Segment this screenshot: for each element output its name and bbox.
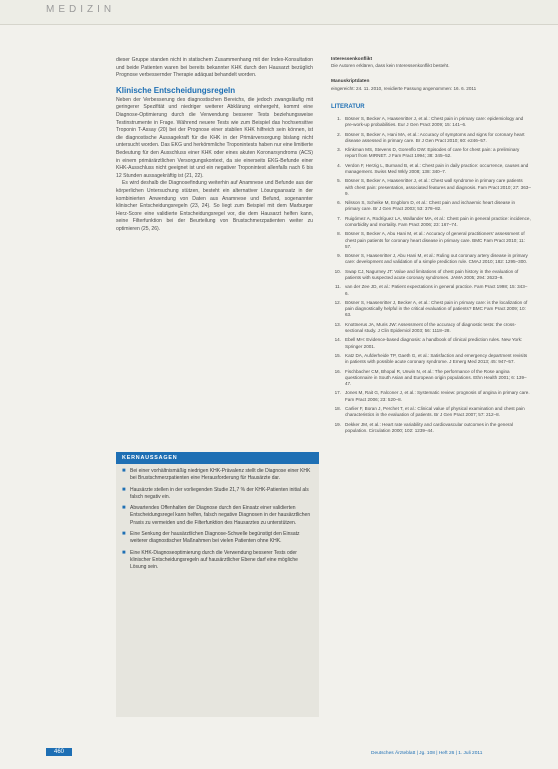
reference-item: 18. Carlier F, Boran J, Perchet T, et al.: Clinical value of physical examination and chest pain characteristics in the evaluation of patients. Br J Gen Pract 2007; 57: 212–8. <box>334 405 525 418</box>
bullet-square-icon: ■ <box>122 486 126 493</box>
key-messages-heading: KERNAUSSAGEN <box>116 452 319 464</box>
reference-item: 14. Ebell MH: Evidence-based diagnosis: a handbook of clinical prediction rules. New York: Springer 2001. <box>334 337 523 349</box>
reference-item: 10. Swap CJ, Nagurney JT: Value and limitations of chest pain history in the evaluation of patients with suspected acute coronary syndromes. JAMA 2005; 294: 2623–9. <box>334 268 519 280</box>
paragraph-3: Es wird deshalb die Diagnosefindung weiterhin auf Anamnese und Befunde aus der körperlichen Untersuchung stützen, besteht ein alternativer Lösungsansatz in der kombinierten Anwendung von Daten aus Anamnese und Befund, sogenannter klinischer Entscheidungsregeln (23, 24). So liegt zum Beispiel mit dem Marburger Herz-Score eine validierte Entscheidungsregel vor, die dem Hausarzt helfen kann, seine Filterfunktion bei der Beurteilung von Brustschmerzpatienten weiter zu optimieren (25, 26). <box>116 180 313 232</box>
reference-item: 15. Katz DA, Aufderheide TP, Gaeth G, et al.: Satisfaction and emergency department revisits in patients with possible acute coronary syndrome. J Emerg Med 2013; 45: 947–57. <box>334 352 528 365</box>
key-message-item: ■ Bei einer vorhältnismäßig niedrigen KHK-Prävalenz stellt die Diagnose einer KHK bei Brustschmerzpatienten eine Herausforderung für Hausärzte dar. <box>122 468 311 482</box>
interest-label: Interessenkonflikt <box>331 57 373 62</box>
reference-item: 3. Klinkman MS, Stevens D, Gorenflo DW: Episodes of care for chest pain: a preliminary report from MIRNET. J Fam Pract 1994; 38: 345–52. <box>337 147 520 159</box>
header-band <box>0 0 558 25</box>
reference-item: 13. Knottnerus JA, Muris JW: Assessment of the accuracy of diagnostic tests: the cross-sectional study. J Clin Epidemiol 2003; 56: 1118–28. <box>334 321 516 333</box>
bullet-square-icon: ■ <box>122 505 126 512</box>
paragraph-1: dieser Gruppe standen nicht in statischem Zusammenhang mit der Index-Konsultation und beide Patienten waren bei bereits bekannter KHK durch den Hausarzt bezüglich Prognose verbessernder Therapie adäquat behandelt worden. <box>116 57 313 79</box>
key-message-item: ■ Eine Senkung der hausärztlichen Diagnose-Schwelle begünstigt den Einsatz weiterer diagnostischer Maßnahmen bei vielen Patienten ohne KHK. <box>122 531 300 545</box>
interest-text: Die Autoren erklären, dass kein Interessenkonflikt besteht. <box>331 63 450 69</box>
left-column <box>116 57 313 233</box>
manuscript-text: eingereicht: 24. 11. 2010, revidierte Fassung angenommen: 16. 6. 2011 <box>331 85 477 91</box>
key-message-item: ■ Abwartendes Offenhalten der Diagnose durch den Einsatz einer validierten Entscheidungsregel kann helfen, falsch negative Diagnosen in der hausärztlichen Praxis zu vermeiden und die Filterfunktion des Hausarztes zu unterstützen. <box>122 505 311 526</box>
key-messages-box <box>116 452 319 717</box>
bullet-square-icon: ■ <box>122 531 126 538</box>
reference-item: 6. Nilsson S, Scheike M, Engblom D, et al.: Chest pain and ischaemic heart disease in primary care. Br J Gen Pract 2003; 53: 378–82. <box>337 200 516 212</box>
rules-heading: Klinische Entscheidungsregeln <box>116 85 236 95</box>
section-title: MEDIZIN <box>46 4 116 15</box>
reference-item: 17. Jones M, Rait G, Falconer J, et al.: Systematic review: prognosis of angina in primary care. Fam Pract 2006; 23: 520–8. <box>334 390 530 402</box>
reference-item: 12. Bösner S, Haasenritter J, Becker A, et al.: Chest pain in primary care: is the localization of pain diagnostically helpful in the critical evaluation of patients? BMC Fam Pract 2009; 10: 63. <box>334 299 528 318</box>
manuscript-label: Manuskriptdaten <box>331 79 370 85</box>
reference-item: 8. Bösner S, Becker A, Abu Hani M, et al.: Accuracy of general practitioners' assessment of chest pain patients for coronary heart disease in primary care. BMC Fam Pract 2010; 11: 57. <box>337 231 525 249</box>
reference-item: 16. Fischbacher CM, Bhopal R, Unwin N, et al.: The performance of the Rose angina questionnaire in South Asian and European origin populations. Ethn Health 2001; 6: 139–47. <box>334 368 527 386</box>
reference-item: 9. Bösner S, Haasenritter J, Abu Hani M, et al.: Ruling out coronary artery disease in primary care: development and validation of a simple prediction rule. CMAJ 2010; 182: 1295–300. <box>337 253 528 265</box>
reference-list <box>331 116 531 434</box>
reference-item: 7. Ruigómez A, Rodríguez LA, Wallander MA, et al.: Chest pain in general practice: incidence, comorbidity and mortality. Fam Pract 2006; 23: 167–74. <box>337 215 531 227</box>
reference-item: 1. Bösner S, Becker A, Haasenritter J, et al.: Chest pain in primary care: epidemiology and pre-work-up probabilities. Eur J Gen Pract 2009; 15: 141–6. <box>337 116 524 128</box>
reference-item: 2. Bösner S, Becker A, Hani MA, et al.: Accuracy of symptoms and signs for coronary heart disease assessed in primary care. Br J Gen Pract 2010; 60: e246–57. <box>337 131 525 143</box>
literature-heading: LITERATUR <box>331 103 365 110</box>
reference-item: 11. van der Zee JD, et al.: Patient expectations in general practice. Fam Pract 1998; 15: 343–6. <box>334 284 528 296</box>
bullet-square-icon: ■ <box>122 468 126 474</box>
bullet-square-icon: ■ <box>122 549 126 556</box>
right-column <box>331 57 531 437</box>
paragraph-2: Neben der Verbesserung des diagnostischen Bereichs, die jedoch zwangsläufig mit geringerer Spezifität und niedriger weiterer Abklärung einhergeht, kommt eine Diagnose-Optimierung durch die Verwendung besserer Tests beziehungsweise Testinstrumente in Frage. Während neuere Tests wie zum Beispiel das hochsensitive Troponin T-Assay (20) bei der Prognose einer stabilen KHK hilfreich sein können, ist die diagnostische Aussagekraft für die KHK in der Primärversorgung bislang nicht untersucht worden. Das EKG und herkömmliche Troponintests haben nur eine limitierte Bedeutung für den Ausschluss einer KHK oder eines akuten Koronarsyndroms (ACS) in einem primärärztlichen Versorgungskontext, da sie einerseits EKG-Befunde einer KHK-Ausschluss nicht geeignet ist und ein negativer Troponintest allenfalls nach 6 bis 12 Stunden aussagekräftig ist (21, 22). <box>116 96 313 179</box>
key-message-item: ■ Eine KHK-Diagnoseoptimierung durch die Verwendung besserer Tests oder klinischer Entscheidungsregeln auf hausärztlicher Ebene darf eine mögliche Lösung sein. <box>122 549 298 571</box>
reference-item: 19. Dekker JM, et al.: Heart rate variability and cardiovascular outcomes in the general population. Circulation 2000; 102: 1239–44. <box>334 421 514 433</box>
page-number: 460 <box>46 748 72 756</box>
reference-item: 5. Bösner S, Becker A, Haasenritter J, et al.: Chest wall syndrome in primary care patients with chest pain: presentation, associated features and diagnosis. Fam Pract 2010; 27: 363–9. <box>337 178 531 196</box>
journal-footer: Deutsches Ärzteblatt | Jg. 108 | Heft 26 | 1. Juli 2011 <box>371 751 483 756</box>
reference-item: 4. Verdon F, Herzig L, Burnand B, et al.: Chest pain in daily practice: occurrence, causes and management. Swiss Med Wkly 2008; 138: 340–7. <box>337 162 529 174</box>
key-message-item: ■ Hausärzte stellen in der vorliegenden Studie 21,7 % der KHK-Patienten initial als falsch negativ ein. <box>122 486 309 500</box>
